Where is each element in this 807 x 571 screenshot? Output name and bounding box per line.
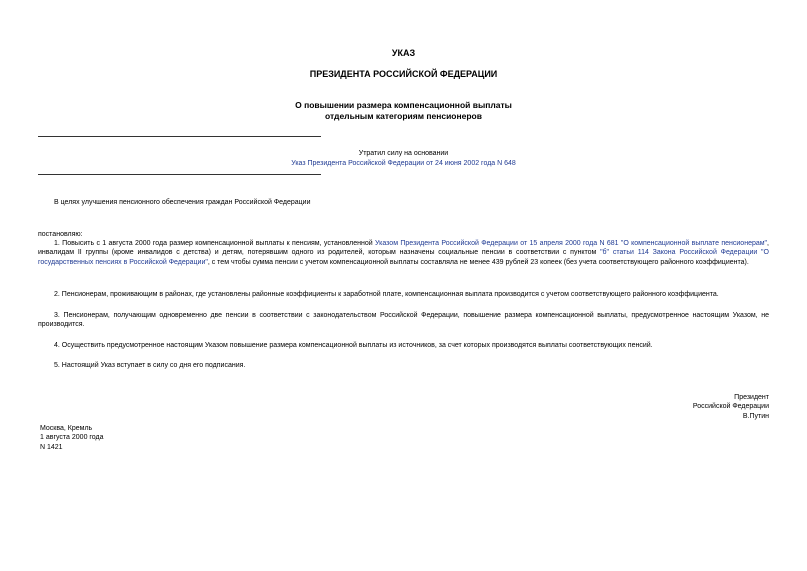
preamble: В целях улучшения пенсионного обеспечения граждан Российской Федерации: [54, 199, 311, 206]
signature-title: Президент: [734, 394, 769, 401]
paragraph-1-text-c: , с тем чтобы сумма пенсии с учетом компенсационной выплаты составляла не менее 439 рублей 23 копеек (без учета соответствующего районного коэффициента).: [207, 258, 749, 266]
footer-number: N 1421: [40, 443, 63, 451]
decree-issuer: ПРЕЗИДЕНТА РОССИЙСКОЙ ФЕДЕРАЦИИ: [309, 69, 498, 79]
signature-block: [693, 393, 769, 421]
signature-country: Российской Федерации: [692, 403, 769, 411]
decree-title: УКАЗ: [391, 48, 416, 58]
decree-subject-line2: отдельным категориям пенсионеров: [325, 111, 482, 121]
paragraph-5: 5. Настоящий Указ вступает в силу со дня его подписания.: [54, 362, 246, 369]
paragraph-2: 2. Пенсионерам, проживающим в районах, где установлены районные коэффициенты к заработной плате, компенсационная выплата производится с учетом соответствующего районного коэффициента.: [54, 291, 719, 298]
footer-block: [40, 424, 104, 452]
paragraph-3: 3. Пенсионерам, получающим одновременно две пенсии в соответствии с законодательством Российской Федерации, повышение размера компенсационной выплаты, предусмотренное настоящим Указом, не производится.: [38, 312, 769, 329]
paragraph-1: [38, 239, 769, 267]
signature-name: В.Путин: [742, 412, 769, 420]
status-rule-bottom: [38, 174, 321, 175]
status-rule-top: [38, 136, 321, 137]
paragraph-1-text-b: , инвалидам II группы (кроме инвалидов с детства) и детям, потерявшим одного из родителей, которым назначены социальные пенсии в соответствии с пунктом: [38, 240, 769, 257]
paragraph-4: 4. Осуществить предусмотренное настоящим Указом повышение размера компенсационной выплаты из источников, за счет которых производятся выплаты соответствующих пенсий.: [54, 342, 653, 349]
pension-law-link[interactable]: "б" статьи 114 Закона Российской Федерации "О государственных пенсиях в Российской Федерации": [38, 249, 769, 266]
footer-date: 1 августа 2000 года: [40, 434, 104, 442]
footer-place: Москва, Кремль: [40, 425, 93, 432]
status-note: Утратил силу на основании: [358, 150, 449, 157]
paragraph-1-text-a: 1. Повысить с 1 августа 2000 года размер компенсационной выплаты к пенсиям, установленной: [54, 240, 376, 247]
decree-word: постановляю:: [38, 231, 83, 238]
status-repeal-link[interactable]: Указ Президента Российской Федерации от 24 июня 2002 года N 648: [291, 160, 516, 167]
decree-681-link[interactable]: Указом Президента Российской Федерации от 15 апреля 2000 года N 681 "О компенсационной выплате пенсионерам": [375, 240, 768, 247]
decree-subject-line1: О повышении размера компенсационной выплаты: [295, 100, 512, 110]
